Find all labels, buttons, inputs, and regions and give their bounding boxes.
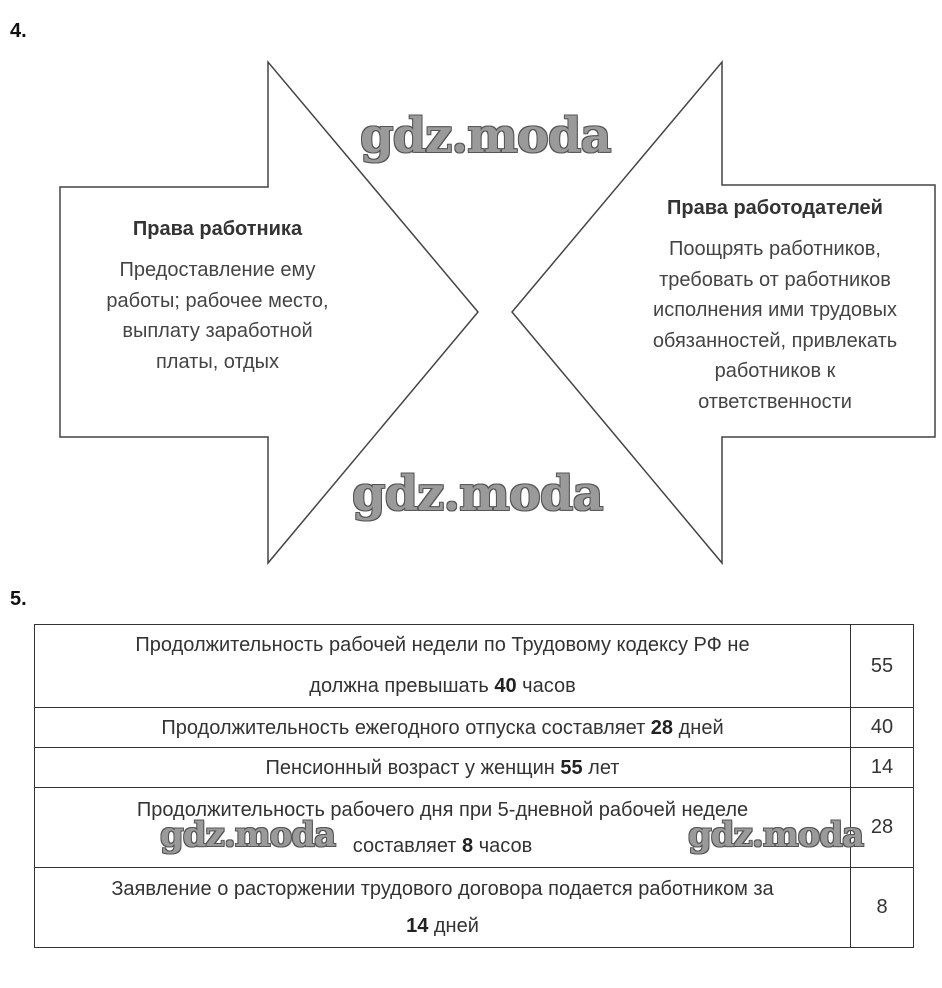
table-row — [35, 868, 914, 948]
section-5-number: 5. — [10, 588, 27, 610]
worker-rights-title: Права работника — [132, 218, 303, 240]
employer-rights-line: требовать от работников — [659, 268, 891, 291]
value-cell: 8 — [851, 868, 914, 948]
employer-rights-text — [615, 234, 935, 417]
statement-line: должна превышать 40 часов — [309, 675, 576, 697]
watermark: gdz.moda — [160, 815, 336, 855]
employer-rights-line: ответственности — [698, 390, 852, 413]
watermark: gdz.moda — [352, 466, 603, 522]
worker-rights-box — [70, 218, 365, 377]
worker-rights-line: выплату заработной — [122, 320, 313, 342]
statement-number: 40 — [494, 675, 517, 697]
employer-rights-line: Поощрять работников, — [669, 238, 881, 260]
value-cell: 40 — [851, 708, 914, 748]
worker-rights-line: работы; рабочее место, — [106, 289, 329, 312]
statement-cell — [35, 868, 851, 948]
value-cell: 28 — [851, 788, 914, 868]
statement-cell: Пенсионный возраст у женщин 55 лет — [35, 748, 851, 788]
value-cell: 14 — [851, 748, 914, 788]
worker-rights-line: платы, отдых — [155, 350, 280, 373]
watermark: gdz.moda — [688, 815, 864, 855]
watermark: gdz.moda — [360, 108, 611, 164]
table-row — [35, 625, 914, 708]
statement-number: 14 — [406, 914, 429, 937]
statement-line: составляет 8 часов — [352, 834, 533, 857]
table-row — [35, 708, 914, 748]
employer-rights-line: исполнения ими трудовых — [653, 299, 897, 321]
employer-rights-line: работников к — [714, 360, 836, 382]
statement-number: 8 — [462, 834, 474, 857]
section-4-number: 4. — [10, 20, 27, 42]
value-cell: 55 — [851, 625, 914, 708]
statement-cell — [35, 625, 851, 708]
table-row — [35, 748, 914, 788]
labor-facts-table — [34, 624, 914, 948]
worker-rights-line: Предоставление ему — [119, 259, 316, 281]
employer-rights-box — [615, 197, 935, 417]
statement-cell: Продолжительность ежегодного отпуска составляет 28 дней — [35, 708, 851, 748]
statement-number: 55 — [560, 756, 583, 779]
worker-rights-text — [70, 255, 365, 377]
statement-line: Заявление о расторжении трудового договора подается работником за — [111, 877, 774, 900]
statement-line: 14 дней — [406, 914, 479, 937]
statement-line: Продолжительность рабочей недели по Трудовому кодексу РФ не — [135, 634, 750, 656]
employer-rights-line: обязанностей, привлекать — [652, 329, 898, 352]
statement-number: 28 — [650, 716, 674, 739]
employer-rights-title: Права работодателей — [667, 197, 883, 219]
statement-line: Продолжительность рабочего дня при 5-дневной рабочей неделе — [136, 798, 749, 821]
